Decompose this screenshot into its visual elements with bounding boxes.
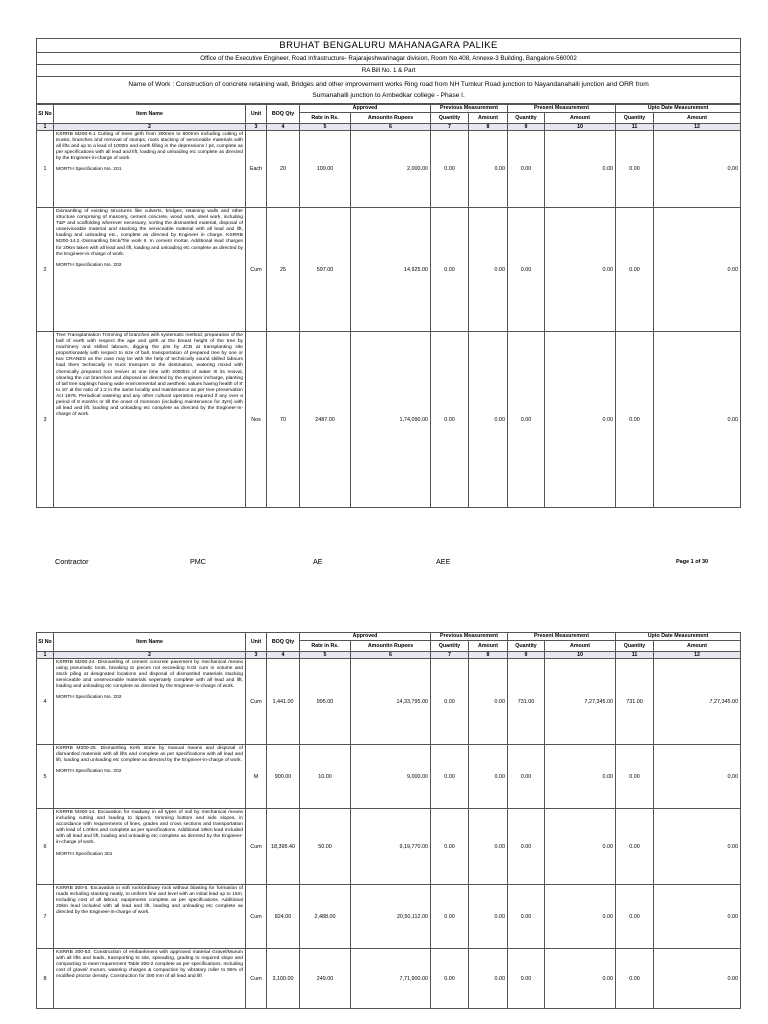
item-description-text: KSRRB 300-5. Excavation in soft rock/ordinary rock without blasting for formation of roads including stacking neatly, to uniform line and level with an initial lead up to 15m. Including cost of all labour, equipments complete as per specifications. Additional 20km lead included with all lead and lift, loading and unloading etc complete as directed by the Engineer-in-charge of work. [56,886,243,916]
col-upto: Upto Date Measurement [616,105,741,113]
row-boq-qty: 900.00 [267,745,300,809]
row-sl-no: 8 [37,949,54,1009]
row-pres-amount: 0.00 [545,332,616,508]
row-approved-amount: 2,000.00 [351,131,431,208]
row-pres-amount: 0.00 [545,745,616,809]
row-prev-amount: 0.00 [469,208,508,332]
row-unit: Nos [246,332,267,508]
col-number: 10 [545,124,616,131]
col-number: 6 [351,652,431,659]
col-number: 1 [37,652,54,659]
col-present: Present Measurement [508,105,616,113]
work-line-2: Sumanahalli junction to Ambedkar college - Phase I. [312,92,465,99]
signature-footer [0,557,768,569]
row-prev-quantity: 0.00 [431,332,469,508]
row-sl-no: 5 [37,745,54,809]
row-pres-quantity: 0.00 [508,885,545,949]
morth-specification: MORTH Specification 301 [56,851,113,857]
row-pres-quantity: 0.00 [508,208,545,332]
row-pres-amount: 0.00 [545,949,616,1009]
row-prev-amount: 0.00 [469,332,508,508]
col-upto-quantity: Quantity [616,113,654,124]
row-upto-amount: 0.00 [654,949,741,1009]
row-upto-quantity: 0.00 [616,885,654,949]
col-approved: Approved [300,105,431,113]
row-prev-quantity: 0.00 [431,745,469,809]
col-item-name: Item Name [54,105,246,124]
row-upto-amount: 0.00 [654,131,741,208]
row-pres-quantity: 0.00 [508,131,545,208]
col-unit: Unit [246,633,267,652]
row-boq-qty: 70 [267,332,300,508]
measurement-table-page2 [36,632,741,1009]
row-approved-amount: 14,925.00 [351,208,431,332]
row-boq-qty: 20 [267,131,300,208]
col-upto-quantity: Quantity [616,641,654,652]
item-description-text: Dismantling of existing structures like culverts, bridges, retaining walls and other structure comprising of masonry, cement concrete, wood work, steel work, including T&P and scaffolding wherever necessary, sorting the dismantled material, disposal of unserviceable material and stacking the serviceable material with all lead and lift, loading and unloading etc., complete as directed by Engineer in charge. KSRRB M200-14.2.-Dismantling brick/Tile work II. In cement mortar. Additional lead charges for 20km taken with all lead and lift, loading and unloading etc complete as directed by the Engineer-in-charge of work. [56,209,243,257]
row-prev-amount: 0.00 [469,131,508,208]
org-name: BRUHAT BENGALURU MAHANAGARA PALIKE [37,39,741,53]
col-previous: Previous Measurement [431,633,508,641]
row-unit: Each [246,131,267,208]
row-prev-quantity: 0.00 [431,809,469,885]
col-present: Present Measurement [508,633,616,641]
table-row [37,949,741,1009]
row-rate: 10.00 [300,745,351,809]
col-pres-amount: Amount [545,113,616,124]
item-description-text: Tree Transplantation Trimming of branches with systematic method, preparation of the ball of earth with respect the age and girth at the breast height of the tree by machinery and skilled labours, digging the pits by JCB at transplanting site proportionately with respect to size of ball, transportation of prepared tree by one or two CRANES as the case may be with the help of technically sound skilled labours load them technically in truck transport to the destination, watering mixed with chemically prepared root reviver at one time with 2000ltrs of water III its revival, clearing the cut branches and disposal as directed by the engineer incharge, planting of tall tree saplings having wide environmental and aesthetic values having health of 8' to 10' at the ratio of 1:2 in the same locality and maintenance as per tree preservation Act 1976. Periodical watering and any other cultural operation required if any over a period of 8 months or till the onset of monsoon (including maintenance for 3yrs) with all lead and lift, loading and unloading etc complete as directed by the Engineer-in-charge of work. [56,333,243,418]
col-upto: Upto Date Measurement [616,633,741,641]
row-sl-no: 7 [37,885,54,949]
row-boq-qty: 25 [267,208,300,332]
row-pres-amount: 0.00 [545,208,616,332]
col-number: 11 [616,124,654,131]
row-upto-amount: 7,27,345.00 [654,659,741,745]
row-upto-quantity: 0.00 [616,949,654,1009]
row-upto-amount: 0.00 [654,885,741,949]
name-of-work [37,77,741,104]
page1-rows [37,131,741,508]
footer-ae: AE [313,557,323,566]
office-address: Office of the Executive Engineer, Road Infrastructure- Rajarajeshwarinagar division, Room No.408, Annexe-3 Building, Bangalore-560002 [37,53,741,65]
col-boq-qty: BOQ Qty [267,105,300,124]
col-sl-no: Sl No [37,105,54,124]
col-number: 10 [545,652,616,659]
col-number: 9 [508,124,545,131]
row-upto-quantity: 0.00 [616,131,654,208]
row-prev-amount: 0.00 [469,885,508,949]
col-number: 2 [54,124,246,131]
table-row [37,745,741,809]
morth-specification: MORTH Specification No. 201 [56,167,122,173]
col-prev-quantity: Quantity [431,641,469,652]
col-number: 5 [300,124,351,131]
col-number: 4 [267,124,300,131]
col-number: 1 [37,124,54,131]
item-description-text: KSRRB 300-53: Construction of embankment with approved material Gravel/Murum with all lifts and leads, transporting to site, spreading, grading to required slope and compacting to meet requirement Table 300-2 complete as per specifications. Including cost of gravel/ murum, watering charges & compaction by vibratory roller to 95% of modified proctor density. Construction for 300 mm of all lead and lift [56,950,243,980]
col-number: 5 [300,652,351,659]
row-item-description [54,949,246,1009]
row-rate: 2,488.00 [300,885,351,949]
col-rate: Rate in Rs. [300,641,351,652]
item-description-text: KSRRB M200-25. Dismantling Kerb stone by manual means and disposal of dismantled materials with all lifts and complete as per specifications with all lead and lift, loading and unloading etc complete as directed by the Engineer-in-charge of work. [56,746,243,764]
col-upto-amount: Amount [654,113,741,124]
item-description-text: KSRRB M200-24. Dismantling of cement concrete pavement by mechanical means using pneumatic tools, breaking to pieces not exceeding 0.02 cum in volume and stock piling at designated locations and disposal of dismantled materials stacking serviceable and unserviceable materials seperately complete with all lead and lift, loading and unloading etc complete as directed by the Engineer-in-charge of work. [56,660,243,690]
col-pres-quantity: Quantity [508,641,545,652]
col-approved: Approved [300,633,431,641]
col-number: 6 [351,124,431,131]
col-number: 3 [246,652,267,659]
footer-pmc: PMC [190,557,206,566]
bill-number: RA Bill No. 1 & Part [37,65,741,77]
row-upto-quantity: 0.00 [616,809,654,885]
row-approved-amount: 20,50,112.00 [351,885,431,949]
row-upto-quantity: 731.00 [616,659,654,745]
col-number: 12 [654,124,741,131]
row-prev-quantity: 0.00 [431,131,469,208]
row-rate: 100.00 [300,131,351,208]
row-upto-quantity: 0.00 [616,745,654,809]
row-item-description [54,885,246,949]
morth-specification: MORTH Specification No. 202 [56,262,122,268]
row-unit: Cum [246,208,267,332]
col-number: 9 [508,652,545,659]
row-pres-amount: 0.00 [545,131,616,208]
col-number: 7 [431,124,469,131]
row-pres-quantity: 731.00 [508,659,545,745]
row-upto-quantity: 0.00 [616,208,654,332]
row-item-description [54,659,246,745]
col-boq-qty: BOQ Qty [267,633,300,652]
row-pres-quantity: 0.00 [508,949,545,1009]
morth-specification: MORTH Specification No. 202 [56,769,122,775]
col-item-name: Item Name [54,633,246,652]
row-boq-qty: 3,100.00 [267,949,300,1009]
col-sl-no: Sl No [37,633,54,652]
col-prev-quantity: Quantity [431,113,469,124]
table-row [37,131,741,208]
row-item-description [54,131,246,208]
row-pres-quantity: 0.00 [508,745,545,809]
row-prev-amount: 0.00 [469,809,508,885]
row-boq-qty: 1,441.00 [267,659,300,745]
item-description-text: KSRRB M300-14. Excavation for roadway in all types of soil by mechanical means including cutting and loading to tippers, trimming bottom and side slopes, in accordance with requirements of lines, grades and cross sections and transportation with lead of 1.00km and complete as per specifications. Additional 19km lead included with all lead and lift, loading and unloading etc complete as directed by the Engineer-in-charge of work. [56,810,243,846]
row-upto-quantity: 0.00 [616,332,654,508]
page-2 [0,632,768,1024]
row-rate: 597.00 [300,208,351,332]
row-prev-amount: 0.00 [469,949,508,1009]
page-1 [36,38,740,508]
row-pres-amount: 0.00 [545,809,616,885]
table-row [37,809,741,885]
table-row [37,332,741,508]
col-pres-quantity: Quantity [508,113,545,124]
col-number: 8 [469,652,508,659]
row-boq-qty: 18,395.40 [267,809,300,885]
table-row [37,208,741,332]
row-unit: Cum [246,809,267,885]
row-approved-amount: 14,33,795.00 [351,659,431,745]
row-unit: M [246,745,267,809]
row-upto-amount: 0.00 [654,745,741,809]
col-number: 2 [54,652,246,659]
col-prev-amount: Amount [469,641,508,652]
row-unit: Cum [246,659,267,745]
row-rate: 249.00 [300,949,351,1009]
row-item-description [54,208,246,332]
col-number: 8 [469,124,508,131]
col-number: 11 [616,652,654,659]
col-number: 7 [431,652,469,659]
page-number: Page 1 of 30 [676,559,709,565]
row-upto-amount: 0.00 [654,809,741,885]
row-sl-no: 1 [37,131,54,208]
row-unit: Cum [246,885,267,949]
row-approved-amount: 1,74,090.00 [351,332,431,508]
row-prev-quantity: 0.00 [431,208,469,332]
row-sl-no: 3 [37,332,54,508]
row-unit: Cum [246,949,267,1009]
work-line-1: Name of Work : Construction of concrete retaining wall, Bridges and other improvement works Ring road from NH Tumkur Road junction to Nayandanahalli junction and ORR from [128,81,649,88]
measurement-table-page1 [36,104,741,508]
col-rate: Rate in Rs. [300,113,351,124]
page2-rows [37,659,741,1009]
row-sl-no: 2 [37,208,54,332]
footer-contractor: Contractor [55,557,89,566]
row-boq-qty: 824.00 [267,885,300,949]
col-amount-rupees: Amountin Rupees [351,641,431,652]
row-rate: 2487.00 [300,332,351,508]
row-pres-quantity: 0.00 [508,809,545,885]
col-upto-amount: Amount [654,641,741,652]
row-prev-quantity: 0.00 [431,885,469,949]
table-row [37,659,741,745]
col-number: 12 [654,652,741,659]
footer-aee: AEE [436,557,451,566]
row-sl-no: 6 [37,809,54,885]
row-item-description [54,745,246,809]
row-pres-amount: 7,27,345.00 [545,659,616,745]
row-prev-amount: 0.00 [469,745,508,809]
table-row [37,885,741,949]
row-rate: 995.00 [300,659,351,745]
row-prev-quantity: 0.00 [431,949,469,1009]
row-pres-amount: 0.00 [545,885,616,949]
item-description-text: KSRRB M200-6.1 Cutting of trees girth from 300mm to 600mm including cutting of trunks, branches and removal of stumps, roots stacking of serviceable materials with all lifts and up to a lead of 1000m and earth filling in the depressions / pit, complete as per specifications with all lead and lift, loading and unloading etc complete as directed by the Engineer-in-charge of work. [56,132,243,162]
row-prev-quantity: 0.00 [431,659,469,745]
row-approved-amount: 9,19,770.00 [351,809,431,885]
col-prev-amount: Amount [469,113,508,124]
row-approved-amount: 9,000.00 [351,745,431,809]
row-item-description [54,332,246,508]
row-upto-amount: 0.00 [654,332,741,508]
row-item-description [54,809,246,885]
col-pres-amount: Amount [545,641,616,652]
header-table [36,38,741,104]
col-amount-rupees: Amountin Rupees [351,113,431,124]
col-previous: Previous Measurement [431,105,508,113]
row-approved-amount: 7,71,900.00 [351,949,431,1009]
row-sl-no: 4 [37,659,54,745]
row-pres-quantity: 0.00 [508,332,545,508]
morth-specification: MORTH Specification No. 202 [56,695,122,701]
row-prev-amount: 0.00 [469,659,508,745]
col-unit: Unit [246,105,267,124]
col-number: 4 [267,652,300,659]
row-rate: 50.00 [300,809,351,885]
col-number: 3 [246,124,267,131]
row-upto-amount: 0.00 [654,208,741,332]
